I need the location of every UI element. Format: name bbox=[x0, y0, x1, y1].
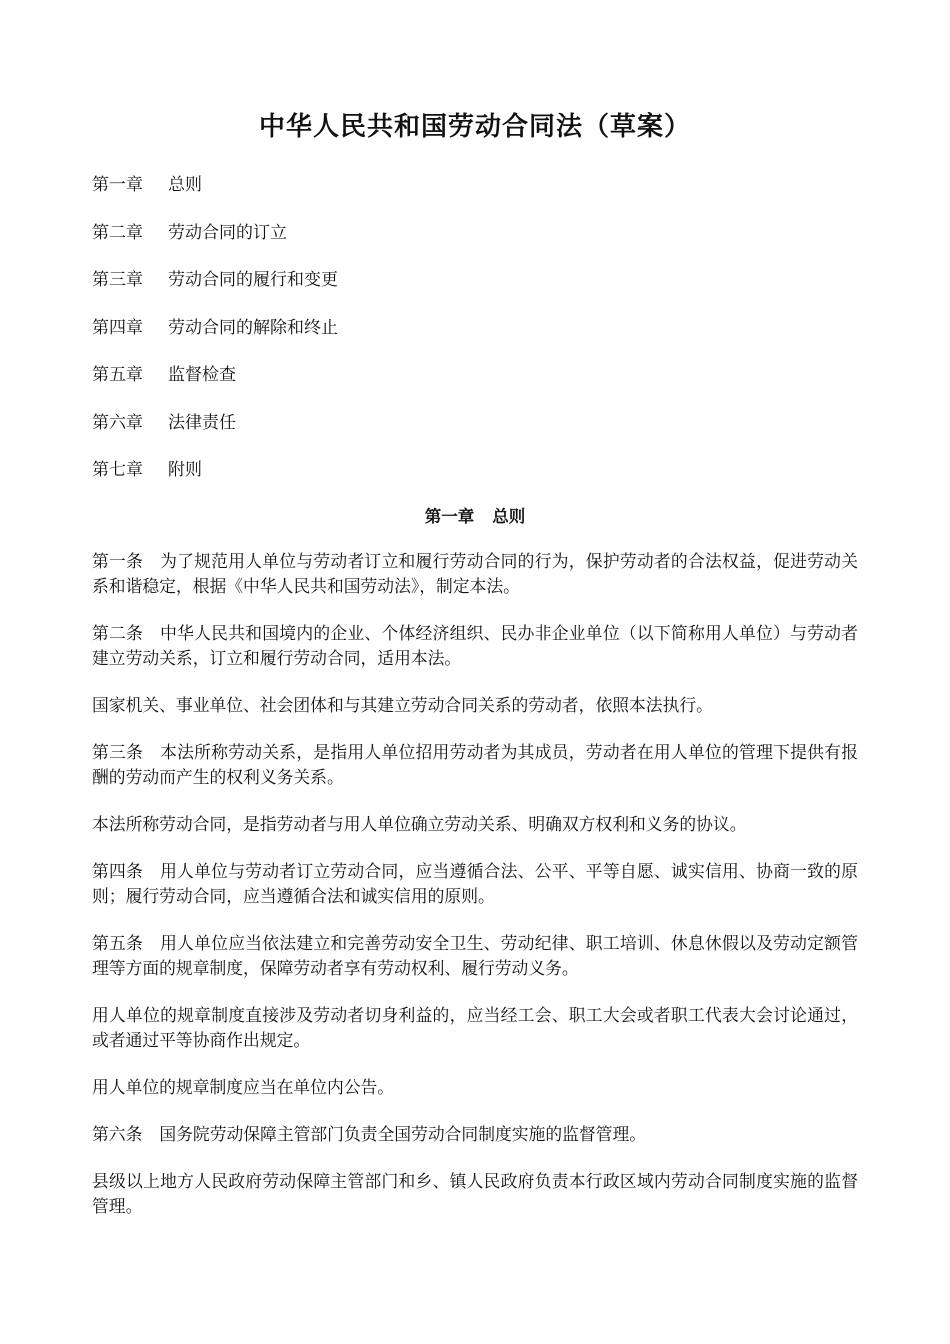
paragraph bbox=[92, 1169, 858, 1219]
toc-item bbox=[92, 315, 858, 363]
toc-item bbox=[92, 220, 858, 268]
article-text: 为了规范用人单位与劳动者订立和履行劳动合同的行为，保护劳动者的合法权益，促进劳动关系和谐稳定，根据《中华人民共和国劳动法》，制定本法。 bbox=[92, 551, 858, 596]
article-paragraph bbox=[92, 740, 858, 790]
article-number: 第四条 bbox=[92, 861, 144, 881]
toc-item bbox=[92, 410, 858, 458]
toc-chapter-name: 总则 bbox=[168, 175, 202, 195]
paragraph bbox=[92, 1003, 858, 1053]
toc-item bbox=[92, 457, 858, 505]
article-paragraph bbox=[92, 859, 858, 909]
document-title: 中华人民共和国劳动合同法（草案） bbox=[258, 112, 691, 142]
table-of-contents bbox=[92, 172, 858, 505]
toc-chapter-name: 劳动合同的订立 bbox=[168, 222, 287, 243]
paragraph-text: 本法所称劳动合同，是指劳动者与用人单位确立劳动关系、明确双方权利和义务的协议。 bbox=[92, 814, 747, 834]
paragraph bbox=[92, 1075, 858, 1100]
article-number: 第三条 bbox=[92, 742, 144, 762]
article-text: 本法所称劳动关系，是指用人单位招用劳动者为其成员，劳动者在用人单位的管理下提供有报酬的劳动而产生的权利义务关系。 bbox=[92, 742, 858, 787]
toc-chapter-name: 法律责任 bbox=[168, 412, 236, 433]
article-text: 用人单位应当依法建立和完善劳动安全卫生、劳动纪律、职工培训、休息休假以及劳动定额管理等方面的规章制度，保障劳动者享有劳动权利、履行劳动义务。 bbox=[92, 933, 858, 978]
article-text: 中华人民共和国境内的企业、个体经济组织、民办非企业单位（以下简称用人单位）与劳动者建立劳动关系，订立和履行劳动合同，适用本法。 bbox=[92, 623, 858, 668]
paragraph-text: 县级以上地方人民政府劳动保障主管部门和乡、镇人民政府负责本行政区域内劳动合同制度实施的监督管理。 bbox=[92, 1171, 858, 1216]
toc-chapter-name: 劳动合同的履行和变更 bbox=[168, 270, 338, 290]
toc-chapter-name: 监督检查 bbox=[168, 365, 236, 385]
toc-item bbox=[92, 267, 858, 315]
article-text: 用人单位与劳动者订立劳动合同，应当遵循合法、公平、平等自愿、诚实信用、协商一致的原则；履行劳动合同，应当遵循合法和诚实信用的原则。 bbox=[92, 861, 858, 906]
article-number: 第五条 bbox=[92, 933, 144, 953]
paragraph-text: 用人单位的规章制度直接涉及劳动者切身利益的，应当经工会、职工大会或者职工代表大会讨论通过，或者通过平等协商作出规定。 bbox=[92, 1005, 858, 1050]
chapter-name: 总则 bbox=[492, 507, 526, 526]
toc-item bbox=[92, 362, 858, 410]
chapter-body bbox=[92, 549, 858, 1241]
article-number: 第六条 bbox=[92, 1124, 143, 1144]
toc-chapter-number: 第四章 bbox=[92, 317, 143, 338]
article-text: 国务院劳动保障主管部门负责全国劳动合同制度实施的监督管理。 bbox=[159, 1124, 647, 1144]
article-paragraph bbox=[92, 931, 858, 981]
chapter-number: 第一章 bbox=[424, 507, 475, 526]
toc-chapter-number: 第五章 bbox=[92, 365, 143, 385]
article-paragraph bbox=[92, 621, 858, 671]
toc-chapter-name: 附则 bbox=[168, 460, 202, 480]
article-paragraph bbox=[92, 549, 858, 599]
article-number: 第二条 bbox=[92, 623, 144, 643]
paragraph-text: 用人单位的规章制度应当在单位内公告。 bbox=[92, 1077, 395, 1097]
paragraph bbox=[92, 812, 858, 837]
article-paragraph bbox=[92, 1122, 858, 1147]
toc-chapter-number: 第三章 bbox=[92, 270, 143, 290]
toc-chapter-number: 第二章 bbox=[92, 222, 143, 243]
paragraph bbox=[92, 693, 858, 718]
article-number: 第一条 bbox=[92, 551, 144, 571]
toc-item bbox=[92, 172, 858, 220]
toc-chapter-name: 劳动合同的解除和终止 bbox=[168, 317, 338, 338]
paragraph-text: 国家机关、事业单位、社会团体和与其建立劳动合同关系的劳动者，依照本法执行。 bbox=[92, 695, 713, 715]
toc-chapter-number: 第六章 bbox=[92, 412, 143, 433]
chapter-heading bbox=[92, 504, 858, 530]
toc-chapter-number: 第七章 bbox=[92, 460, 143, 480]
toc-chapter-number: 第一章 bbox=[92, 175, 143, 195]
